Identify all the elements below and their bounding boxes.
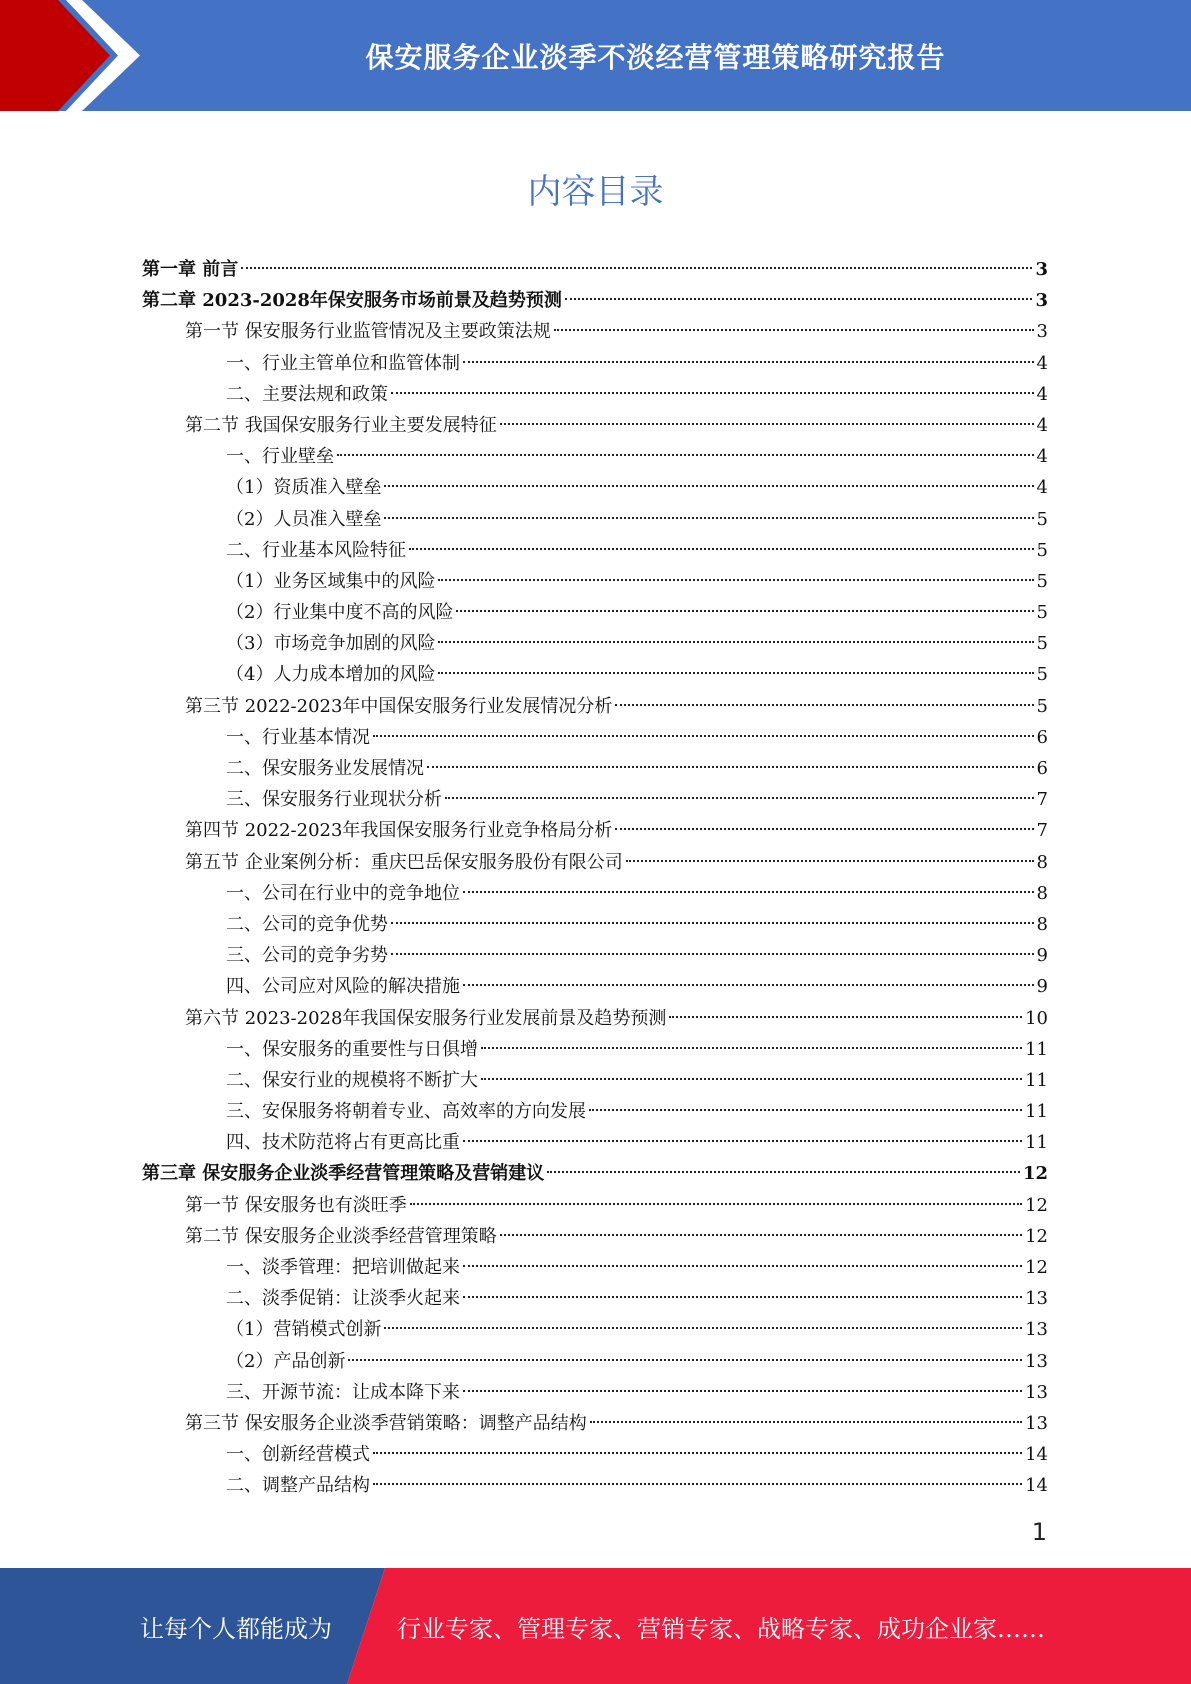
- toc-leader-dots: [481, 1078, 1022, 1080]
- toc-entry-title: 第五节 企业案例分析：重庆巴岳保安服务股份有限公司: [185, 851, 623, 873]
- report-title: 保安服务企业淡季不淡经营管理策略研究报告: [365, 40, 946, 74]
- toc-entry-page: 9: [1036, 945, 1048, 967]
- toc-entry-title: 二、保安服务业发展情况: [226, 758, 424, 779]
- toc-entry-page: 12: [1025, 1194, 1048, 1216]
- toc-leader-dots: [438, 579, 1033, 581]
- toc-entry-page: 13: [1025, 1288, 1048, 1310]
- toc-entry-page: 13: [1025, 1381, 1048, 1403]
- toc-entry-title: 二、行业基本风险特征: [226, 539, 406, 561]
- toc-entry-title: 二、保安行业的规模将不断扩大: [226, 1069, 478, 1091]
- toc-entry-title: 四、技术防范将占有更高比重: [226, 1132, 460, 1154]
- toc-entry-page: 10: [1025, 1007, 1048, 1029]
- toc-entry-page: 11: [1025, 1101, 1048, 1123]
- toc-entry[interactable]: [142, 1096, 1048, 1127]
- toc-entry[interactable]: [142, 1439, 1048, 1470]
- toc-entry-page: 12: [1022, 1163, 1048, 1185]
- red-chevron-icon: [0, 0, 160, 111]
- toc-entry-page: 8: [1036, 913, 1048, 935]
- footer-slogan-right: 行业专家、管理专家、营销专家、战略专家、成功企业家……: [397, 1614, 1045, 1643]
- toc-leader-dots: [547, 1171, 1020, 1173]
- toc-entry-title: （1）业务区域集中的风险: [226, 570, 436, 592]
- toc-entry-title: （3）市场竞争加剧的风险: [226, 633, 436, 655]
- toc-leader-dots: [463, 1296, 1022, 1298]
- toc-leader-dots: [391, 922, 1034, 924]
- toc-entry[interactable]: [142, 971, 1048, 1002]
- toc-leader-dots: [438, 641, 1033, 643]
- toc-leader-dots: [554, 329, 1034, 331]
- toc-entry[interactable]: [142, 722, 1048, 753]
- toc-entry[interactable]: [142, 504, 1048, 535]
- toc-leader-dots: [445, 797, 1034, 799]
- toc-leader-dots: [626, 860, 1034, 862]
- toc-entry-page: 8: [1036, 882, 1048, 904]
- toc-leader-dots: [391, 953, 1034, 955]
- toc-entry[interactable]: [142, 847, 1048, 878]
- toc-entry-page: 5: [1036, 539, 1048, 561]
- toc-entry-page: 5: [1036, 570, 1048, 592]
- toc-entry[interactable]: [142, 940, 1048, 971]
- toc-leader-dots: [373, 1452, 1022, 1454]
- toc-entry-title: 第六节 2023-2028年我国保安服务行业发展前景及趋势预测: [185, 1007, 667, 1029]
- toc-entry[interactable]: [142, 379, 1048, 410]
- toc-leader-dots: [463, 1265, 1022, 1267]
- toc-leader-dots: [384, 1327, 1022, 1329]
- toc-entry-page: 5: [1036, 695, 1048, 717]
- toc-entry-page: 9: [1036, 976, 1048, 998]
- page-footer: [0, 1568, 1191, 1684]
- toc-entry-title: 三、开源节流：让成本降下来: [226, 1381, 460, 1403]
- table-of-contents: [142, 254, 1048, 1502]
- toc-entry-page: 14: [1025, 1444, 1048, 1466]
- toc-leader-dots: [463, 891, 1034, 893]
- toc-entry-title: 一、行业壁垒: [226, 446, 334, 468]
- toc-entry[interactable]: [142, 566, 1048, 597]
- toc-leader-dots: [669, 1016, 1022, 1018]
- toc-leader-dots: [590, 1421, 1022, 1423]
- toc-leader-dots: [463, 984, 1034, 986]
- toc-entry-title: 三、保安服务行业现状分析: [226, 789, 442, 811]
- toc-entry[interactable]: [142, 1408, 1048, 1439]
- toc-entry-title: 二、淡季促销：让淡季火起来: [226, 1288, 460, 1310]
- toc-entry[interactable]: [142, 472, 1048, 503]
- toc-entry-page: 4: [1036, 477, 1048, 499]
- toc-leader-dots: [373, 1483, 1022, 1485]
- toc-entry-title: 第一章 前言: [142, 259, 239, 280]
- page-number: 1: [1031, 1518, 1047, 1546]
- toc-leader-dots: [463, 1390, 1022, 1392]
- toc-entry-page: 8: [1036, 851, 1048, 873]
- toc-entry-title: 第一节 保安服务行业监管情况及主要政策法规: [185, 321, 551, 343]
- toc-leader-dots: [500, 423, 1034, 425]
- toc-leader-dots: [384, 517, 1033, 519]
- toc-entry[interactable]: [142, 1190, 1048, 1221]
- toc-entry-title: 第三章 保安服务企业淡季经营管理策略及营销建议: [142, 1163, 545, 1185]
- toc-entry[interactable]: [142, 1314, 1048, 1345]
- toc-entry-page: 5: [1036, 602, 1048, 624]
- toc-entry-page: 13: [1025, 1350, 1048, 1372]
- toc-entry[interactable]: [142, 909, 1048, 940]
- toc-entry-page: 6: [1036, 758, 1048, 779]
- toc-leader-dots: [481, 1047, 1022, 1049]
- toc-entry[interactable]: [142, 1034, 1048, 1065]
- toc-leader-dots: [589, 1109, 1022, 1111]
- toc-entry-title: 三、公司的竞争劣势: [226, 945, 388, 967]
- toc-entry[interactable]: [142, 628, 1048, 659]
- toc-leader-dots: [373, 735, 1034, 737]
- toc-entry-page: 11: [1025, 1132, 1048, 1154]
- toc-entry-page: 12: [1025, 1225, 1048, 1247]
- toc-entry[interactable]: [142, 535, 1048, 566]
- toc-entry-title: 一、创新经营模式: [226, 1444, 370, 1466]
- toc-entry-page: 7: [1036, 820, 1048, 842]
- toc-entry-title: 一、淡季管理：把培训做起来: [226, 1257, 460, 1278]
- toc-entry-page: 3: [1035, 290, 1048, 312]
- toc-entry[interactable]: [142, 659, 1048, 690]
- toc-leader-dots: [410, 1203, 1022, 1205]
- toc-entry-title: （1）营销模式创新: [226, 1319, 382, 1341]
- toc-entry[interactable]: [142, 1252, 1048, 1283]
- toc-entry-title: 一、保安服务的重要性与日俱增: [226, 1038, 478, 1060]
- toc-entry-page: 6: [1036, 726, 1048, 748]
- toc-entry-page: 4: [1036, 414, 1048, 436]
- toc-entry-title: 第二节 我国保安服务行业主要发展特征: [185, 414, 497, 436]
- page-header: [0, 0, 1191, 111]
- toc-entry-title: 第二节 保安服务企业淡季经营管理策略: [185, 1225, 497, 1247]
- toc-entry-title: 第一节 保安服务也有淡旺季: [185, 1194, 407, 1216]
- toc-entry[interactable]: [142, 815, 1048, 846]
- toc-entry-title: 二、公司的竞争优势: [226, 913, 388, 935]
- toc-entry[interactable]: [142, 878, 1048, 909]
- toc-entry-page: 3: [1035, 259, 1048, 280]
- toc-entry[interactable]: [142, 254, 1048, 285]
- toc-entry-page: 3: [1036, 321, 1048, 343]
- toc-leader-dots: [391, 392, 1034, 394]
- toc-entry-title: （2）行业集中度不高的风险: [226, 602, 454, 624]
- toc-leader-dots: [615, 828, 1033, 830]
- toc-leader-dots: [384, 485, 1033, 487]
- toc-entry-title: （4）人力成本增加的风险: [226, 664, 436, 686]
- toc-entry[interactable]: [142, 1065, 1048, 1096]
- toc-entry[interactable]: [142, 691, 1048, 722]
- toc-entry-title: （2）产品创新: [226, 1350, 346, 1372]
- toc-entry-title: （2）人员准入壁垒: [226, 508, 382, 530]
- toc-entry-page: 4: [1036, 446, 1048, 468]
- toc-entry[interactable]: [142, 1127, 1048, 1158]
- toc-heading: 内容目录: [527, 172, 664, 212]
- toc-entry[interactable]: [142, 597, 1048, 628]
- toc-entry-page: 5: [1036, 633, 1048, 655]
- toc-entry[interactable]: [142, 348, 1048, 379]
- toc-leader-dots: [438, 672, 1033, 674]
- toc-entry-title: 四、公司应对风险的解决措施: [226, 976, 460, 998]
- toc-entry-title: 第四节 2022-2023年我国保安服务行业竞争格局分析: [185, 820, 613, 842]
- toc-entry[interactable]: [142, 441, 1048, 472]
- toc-entry[interactable]: [142, 1158, 1048, 1189]
- toc-leader-dots: [463, 361, 1034, 363]
- toc-leader-dots: [337, 454, 1034, 456]
- toc-leader-dots: [500, 1234, 1022, 1236]
- toc-entry-page: 14: [1025, 1475, 1048, 1497]
- toc-leader-dots: [409, 548, 1034, 550]
- toc-entry[interactable]: [142, 1003, 1048, 1034]
- toc-entry-page: 13: [1025, 1412, 1048, 1434]
- toc-entry-page: 13: [1025, 1319, 1048, 1341]
- toc-entry-title: 第二章 2023-2028年保安服务市场前景及趋势预测: [142, 290, 562, 312]
- toc-entry-page: 5: [1036, 508, 1048, 530]
- toc-entry-page: 11: [1025, 1069, 1048, 1091]
- toc-entry-page: 4: [1036, 383, 1048, 405]
- toc-entry-title: 一、行业主管单位和监管体制: [226, 352, 460, 374]
- toc-entry-title: 一、公司在行业中的竞争地位: [226, 882, 460, 904]
- toc-entry[interactable]: [142, 410, 1048, 441]
- toc-entry-title: 第三节 保安服务企业淡季营销策略：调整产品结构: [185, 1412, 587, 1434]
- toc-entry-page: 5: [1036, 664, 1048, 686]
- toc-entry[interactable]: [142, 753, 1048, 784]
- toc-leader-dots: [615, 704, 1033, 706]
- toc-entry[interactable]: [142, 1346, 1048, 1377]
- toc-entry[interactable]: [142, 1221, 1048, 1252]
- toc-entry[interactable]: [142, 285, 1048, 316]
- toc-entry[interactable]: [142, 1470, 1048, 1501]
- toc-entry[interactable]: [142, 784, 1048, 815]
- toc-entry-title: 一、行业基本情况: [226, 726, 370, 748]
- toc-entry[interactable]: [142, 1283, 1048, 1314]
- toc-leader-dots: [427, 766, 1034, 768]
- toc-leader-dots: [348, 1359, 1022, 1361]
- footer-slogan-left: 让每个人都能成为: [140, 1614, 332, 1643]
- toc-entry-title: 二、主要法规和政策: [226, 383, 388, 405]
- toc-entry-title: （1）资质准入壁垒: [226, 477, 382, 499]
- toc-entry-title: 二、调整产品结构: [226, 1475, 370, 1497]
- toc-leader-dots: [241, 267, 1032, 269]
- toc-entry-page: 4: [1036, 352, 1048, 374]
- toc-entry-title: 第三节 2022-2023年中国保安服务行业发展情况分析: [185, 695, 613, 717]
- toc-entry-page: 11: [1025, 1038, 1048, 1060]
- toc-leader-dots: [456, 610, 1033, 612]
- toc-entry[interactable]: [142, 1377, 1048, 1408]
- toc-entry[interactable]: [142, 316, 1048, 347]
- toc-leader-dots: [463, 1140, 1022, 1142]
- toc-entry-page: 12: [1025, 1257, 1048, 1278]
- toc-entry-title: 三、安保服务将朝着专业、高效率的方向发展: [226, 1101, 586, 1123]
- toc-entry-page: 7: [1036, 789, 1048, 811]
- toc-leader-dots: [565, 298, 1033, 300]
